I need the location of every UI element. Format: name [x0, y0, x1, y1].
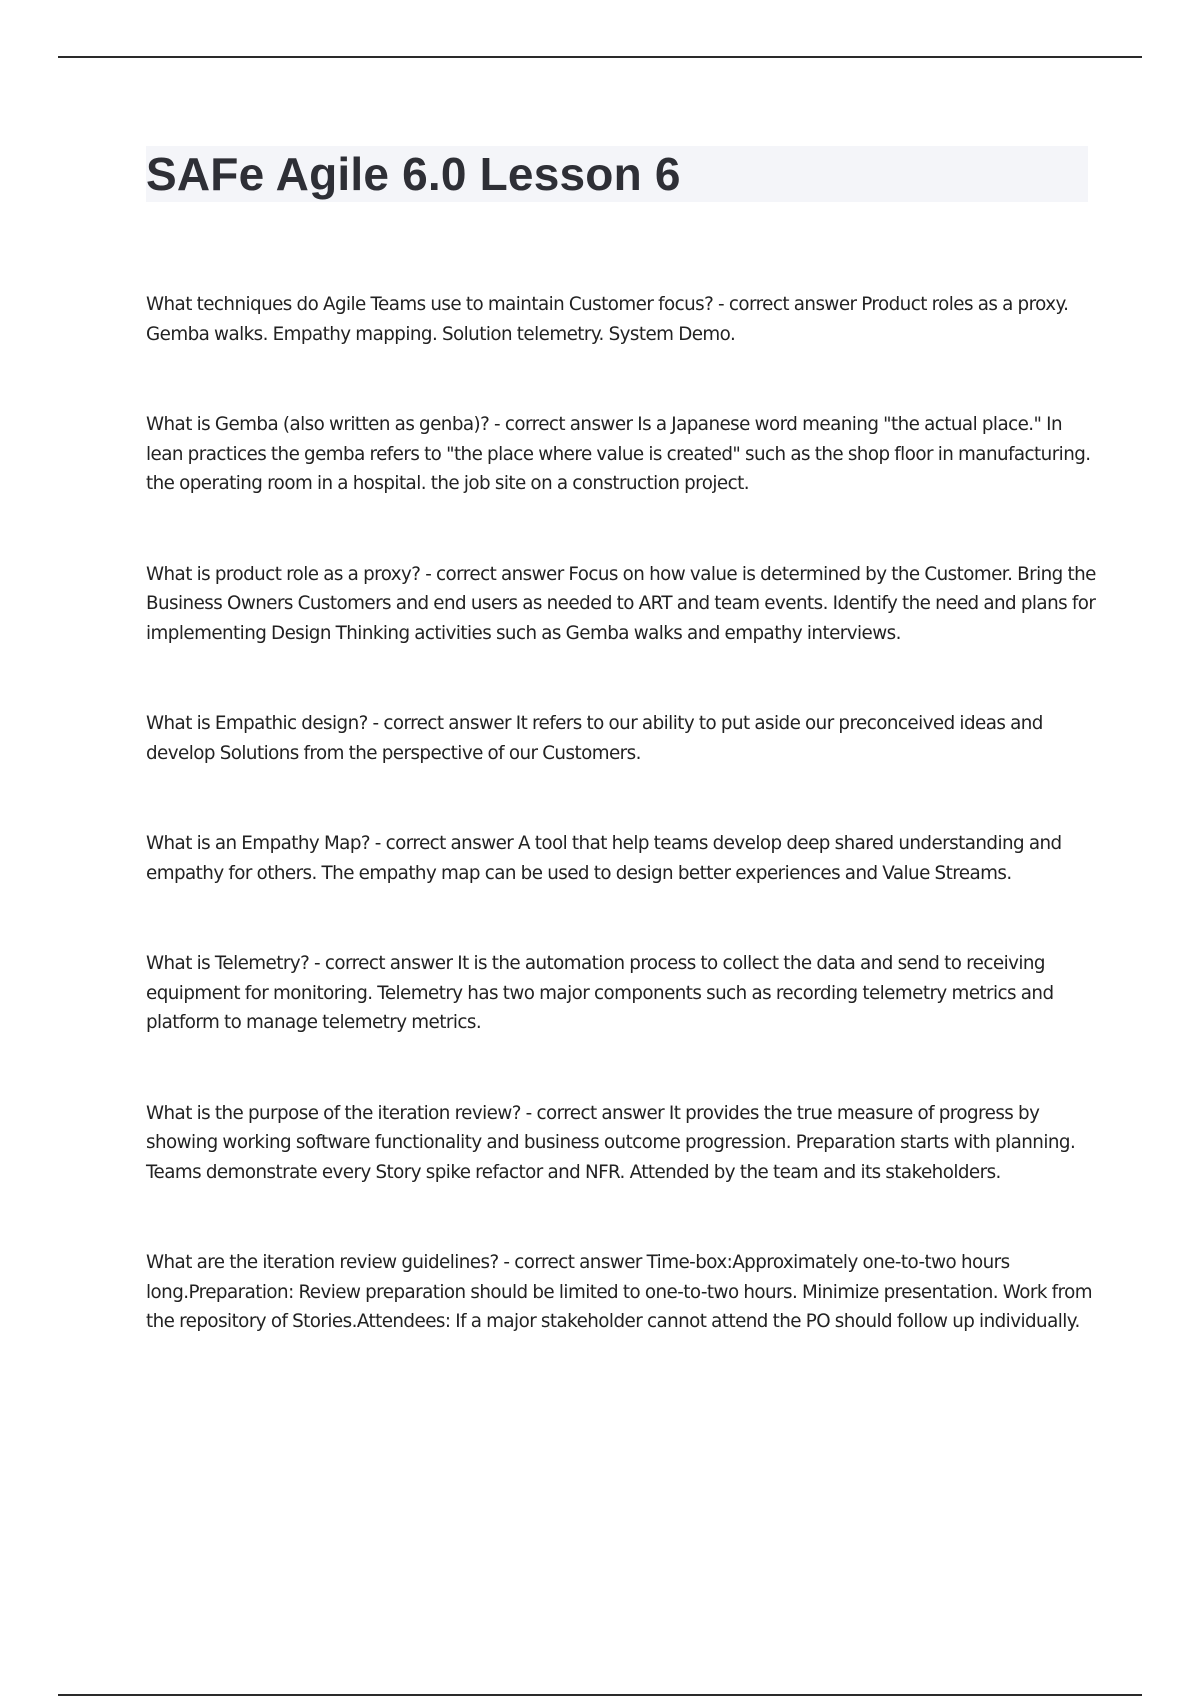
qa-item: What are the iteration review guidelines? - correct answer Time-box:Approximately one-to-two hours long.Preparation: Review preparation should be limited to one-to-two hours. Minimize presentation. Work from the repository of Stories.Attendees: If a major stakeholder cannot attend the PO should follow up individually.	[146, 1252, 1092, 1332]
qa-item: What is Empathic design? - correct answer It refers to our ability to put aside our preconceived ideas and develop Solutions from the perspective of our Customers.	[146, 713, 1043, 764]
qa-item: What is product role as a proxy? - correct answer Focus on how value is determined by the Customer. Bring the Business Owners Customers and end users as needed to ART and team events. Identify the need and plans for implementing Design Thinking activities such as Gemba walks and empathy interviews.	[146, 563, 1096, 644]
qa-item: What is an Empathy Map? - correct answer A tool that help teams develop deep shared understanding and empathy for others. The empathy map can be used to design better experiences and Value Streams.	[146, 833, 1062, 884]
qa-item: What is Gemba (also written as genba)? - correct answer Is a Japanese word meaning "the actual place." In lean practices the gemba refers to "the place where value is created" such as the shop floor in manufacturing. the operating room in a hospital. the job site on a construction project.	[146, 414, 1091, 494]
top-rule	[58, 56, 1142, 58]
qa-item: What is Telemetry? - correct answer It is the automation process to collect the data and send to receiving equipment for monitoring. Telemetry has two major components such as recording telemetry metrics and platform to manage telemetry metrics.	[146, 953, 1054, 1033]
qa-list	[146, 290, 1096, 1398]
qa-item: What techniques do Agile Teams use to maintain Customer focus? - correct answer Product roles as a proxy. Gemba walks. Empathy mapping. Solution telemetry. System Demo.	[146, 294, 1069, 345]
qa-item: What is the purpose of the iteration review? - correct answer It provides the true measure of progress by showing working software functionality and business outcome progression. Preparation starts with planning. Teams demonstrate every Story spike refactor and NFR. Attended by the team and its stakeholders.	[146, 1102, 1076, 1183]
bottom-rule	[58, 1694, 1142, 1696]
page-title: SAFe Agile 6.0 Lesson 6	[146, 148, 681, 200]
